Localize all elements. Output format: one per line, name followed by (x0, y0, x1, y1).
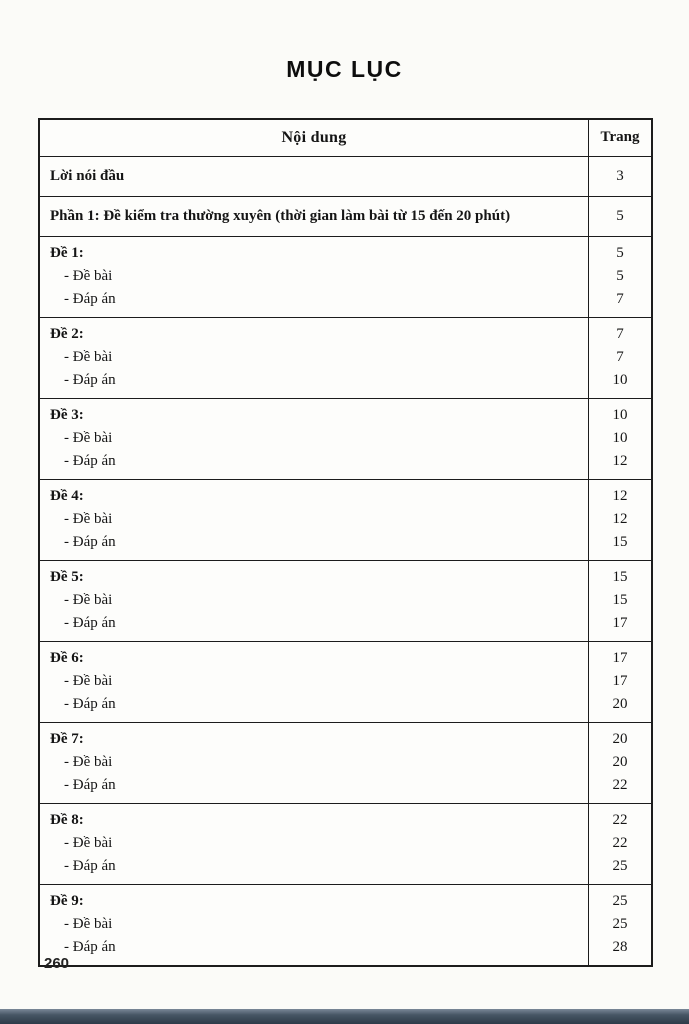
toc-page-number: 7 (616, 326, 624, 342)
toc-header-content-label: Nội dung (40, 120, 589, 156)
toc-row (40, 156, 651, 196)
toc-entry-label: Lời nói đầu (50, 168, 125, 184)
toc-page-number: 17 (612, 673, 628, 689)
toc-row (40, 398, 651, 479)
toc-page-number: 10 (612, 407, 628, 423)
toc-page-number: 28 (612, 939, 628, 955)
toc-page-number: 25 (612, 893, 628, 909)
toc-row-content (40, 237, 589, 317)
toc-entry-label: - Đáp án (64, 696, 116, 712)
toc-page-number: 22 (612, 835, 628, 851)
toc-entry-label: - Đáp án (64, 777, 116, 793)
toc-row-pages (589, 157, 651, 196)
toc-page-number: 20 (612, 754, 628, 770)
toc-row-pages (589, 804, 651, 884)
toc-row-pages (589, 723, 651, 803)
toc-entry-label: Đề 8: (50, 812, 84, 828)
toc-page-number: 25 (612, 916, 628, 932)
toc-entry-label: Đề 4: (50, 488, 84, 504)
toc-page-number: 25 (612, 858, 628, 874)
toc-header-page-label: Trang (600, 129, 640, 145)
toc-entry-label: - Đáp án (64, 858, 116, 874)
toc-page-number: 7 (616, 349, 624, 365)
toc-page-number: 12 (612, 511, 628, 527)
toc-row (40, 317, 651, 398)
toc-entry-label: Phần 1: Đề kiểm tra thường xuyên (thời gian làm bài từ 15 đến 20 phút) (50, 208, 511, 224)
toc-page-number: 12 (612, 488, 628, 504)
toc-page-number: 22 (612, 812, 628, 828)
toc-row (40, 641, 651, 722)
toc-table (38, 118, 653, 967)
toc-entry-label: Đề 5: (50, 569, 84, 585)
toc-entry-label: Đề 2: (50, 326, 84, 342)
toc-row-pages (589, 480, 651, 560)
toc-row-pages (589, 318, 651, 398)
toc-page-number: 15 (612, 569, 628, 585)
toc-entry-label: Đề 3: (50, 407, 84, 423)
toc-page-number: 10 (612, 430, 628, 446)
toc-entry-label: Đề 1: (50, 245, 84, 261)
toc-row (40, 884, 651, 965)
toc-entry-label: Đề 9: (50, 893, 84, 909)
toc-row-content (40, 804, 589, 884)
toc-row-content (40, 723, 589, 803)
toc-page-number: 17 (612, 615, 628, 631)
toc-entry-label: - Đề bài (64, 511, 113, 527)
scan-edge-bar (0, 1009, 689, 1024)
toc-entry-label: - Đề bài (64, 268, 113, 284)
toc-row-content (40, 157, 589, 196)
toc-row (40, 236, 651, 317)
toc-row-content (40, 197, 589, 236)
toc-row-content (40, 318, 589, 398)
toc-entry-label: - Đề bài (64, 430, 113, 446)
toc-page-number: 17 (612, 650, 628, 666)
toc-row-pages (589, 885, 651, 965)
toc-page-number: 15 (612, 534, 628, 550)
toc-row-content (40, 642, 589, 722)
toc-entry-label: Đề 7: (50, 731, 84, 747)
toc-row-pages (589, 642, 651, 722)
toc-row-pages (589, 399, 651, 479)
toc-entry-label: - Đề bài (64, 754, 113, 770)
toc-page-number: 20 (612, 731, 628, 747)
page-title: MỤC LỤC (286, 56, 403, 82)
toc-entry-label: Đề 6: (50, 650, 84, 666)
toc-page-number: 20 (612, 696, 628, 712)
toc-page-number: 7 (616, 291, 624, 307)
toc-row-content (40, 561, 589, 641)
toc-row-pages (589, 237, 651, 317)
toc-row-content (40, 480, 589, 560)
toc-page-number: 22 (612, 777, 628, 793)
toc-row (40, 803, 651, 884)
toc-page-number: 12 (612, 453, 628, 469)
toc-entry-label: - Đáp án (64, 291, 116, 307)
toc-page-number: 3 (616, 168, 624, 184)
toc-entry-label: - Đề bài (64, 916, 113, 932)
toc-table-body (40, 156, 651, 965)
toc-page-number: 5 (616, 208, 624, 224)
toc-entry-label: - Đáp án (64, 939, 116, 955)
toc-row (40, 722, 651, 803)
toc-page-number: 10 (612, 372, 628, 388)
toc-entry-label: - Đáp án (64, 534, 116, 550)
toc-entry-label: - Đáp án (64, 615, 116, 631)
toc-row-content (40, 885, 589, 965)
toc-entry-label: - Đề bài (64, 349, 113, 365)
toc-row (40, 560, 651, 641)
toc-header-row (40, 120, 651, 156)
toc-row (40, 479, 651, 560)
toc-entry-label: - Đề bài (64, 592, 113, 608)
toc-page-number: 5 (616, 245, 624, 261)
toc-row-pages (589, 561, 651, 641)
page-number: 260 (44, 955, 70, 972)
toc-entry-label: - Đáp án (64, 372, 116, 388)
toc-entry-label: - Đề bài (64, 673, 113, 689)
toc-entry-label: - Đáp án (64, 453, 116, 469)
toc-entry-label: - Đề bài (64, 835, 113, 851)
toc-row-content (40, 399, 589, 479)
toc-page-number: 5 (616, 268, 624, 284)
toc-page-number: 15 (612, 592, 628, 608)
toc-row (40, 196, 651, 236)
toc-row-pages (589, 197, 651, 236)
